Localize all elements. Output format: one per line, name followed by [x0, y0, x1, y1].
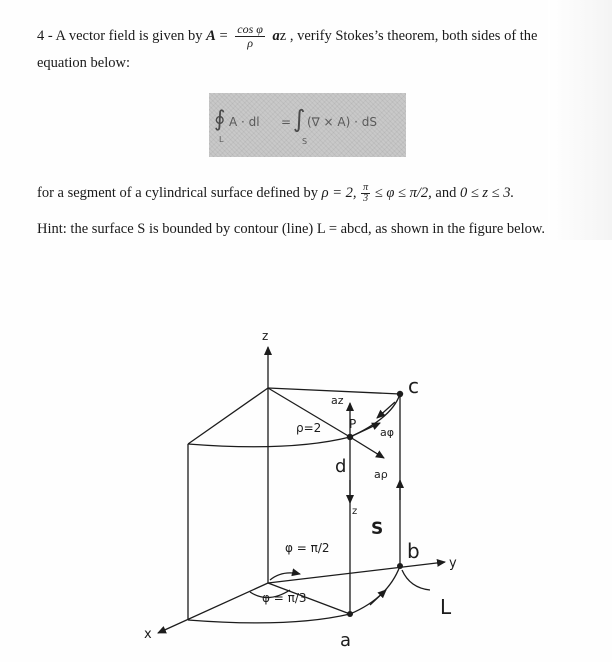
label-p-point: P [349, 417, 357, 431]
label-a: a [340, 630, 352, 651]
corner-d-dot [347, 434, 353, 440]
phi-pi2-arrow [270, 573, 300, 580]
arrow-c-to-d [377, 402, 395, 418]
pi-over-3-fraction: $\frac{\pi}{3}$ [363, 182, 369, 204]
top-radial-left [188, 388, 268, 444]
label-d: d [335, 456, 347, 477]
label-phi-pi2: φ = π/2 [285, 541, 330, 555]
label-a-rho: aρ [374, 468, 388, 481]
label-a-phi: aφ [380, 426, 394, 439]
problem-statement-line-2: equation below: [37, 55, 131, 71]
label-a-z: az [331, 394, 344, 407]
hint-text: Hint: the surface S is bounded by contour (line) L = abcd, as shown in the figure below. [37, 221, 546, 237]
label-y-axis: y [449, 556, 457, 571]
stokes-equation-image: ∮ L A · dl = ∫ S (∇ × A) · dS [209, 93, 406, 157]
label-c: c [408, 374, 419, 398]
label-z-on-edge: z [352, 506, 358, 517]
field-fraction: $\frac{\text{cos φ}}{\rho}$ [237, 22, 263, 50]
top-arc [188, 394, 400, 447]
label-z-axis: z [262, 329, 269, 343]
arrow-a-to-b [370, 590, 386, 605]
label-L: L [440, 595, 452, 619]
corner-c-dot [397, 391, 403, 397]
corner-a-dot [347, 611, 353, 617]
problem-statement-line-1: 4 - A vector field is given by A = $\frac{\text{cos φ}}{\rho}$ az , verify Stokes’s theorem, both sides of the [37, 22, 538, 50]
surface-integral-symbol: ∫ [293, 105, 306, 133]
label-x-axis: x [144, 627, 152, 642]
x-axis [158, 583, 268, 633]
contour-L-pointer [402, 570, 430, 590]
corner-b-dot [397, 563, 403, 569]
a-rho-vector [350, 437, 384, 458]
label-rho-2: ρ=2 [296, 421, 322, 435]
label-b: b [407, 539, 420, 563]
contour-integral-symbol: ∮ [214, 107, 226, 132]
label-S: S [371, 519, 384, 539]
surface-definition: for a segment of a cylindrical surface defined by ρ = 2, $\frac{\pi}{3}$ ≤ φ ≤ π/2, and 0 ≤ z ≤ 3. [37, 182, 515, 204]
label-phi-pi3: φ = π/3 [262, 591, 307, 605]
